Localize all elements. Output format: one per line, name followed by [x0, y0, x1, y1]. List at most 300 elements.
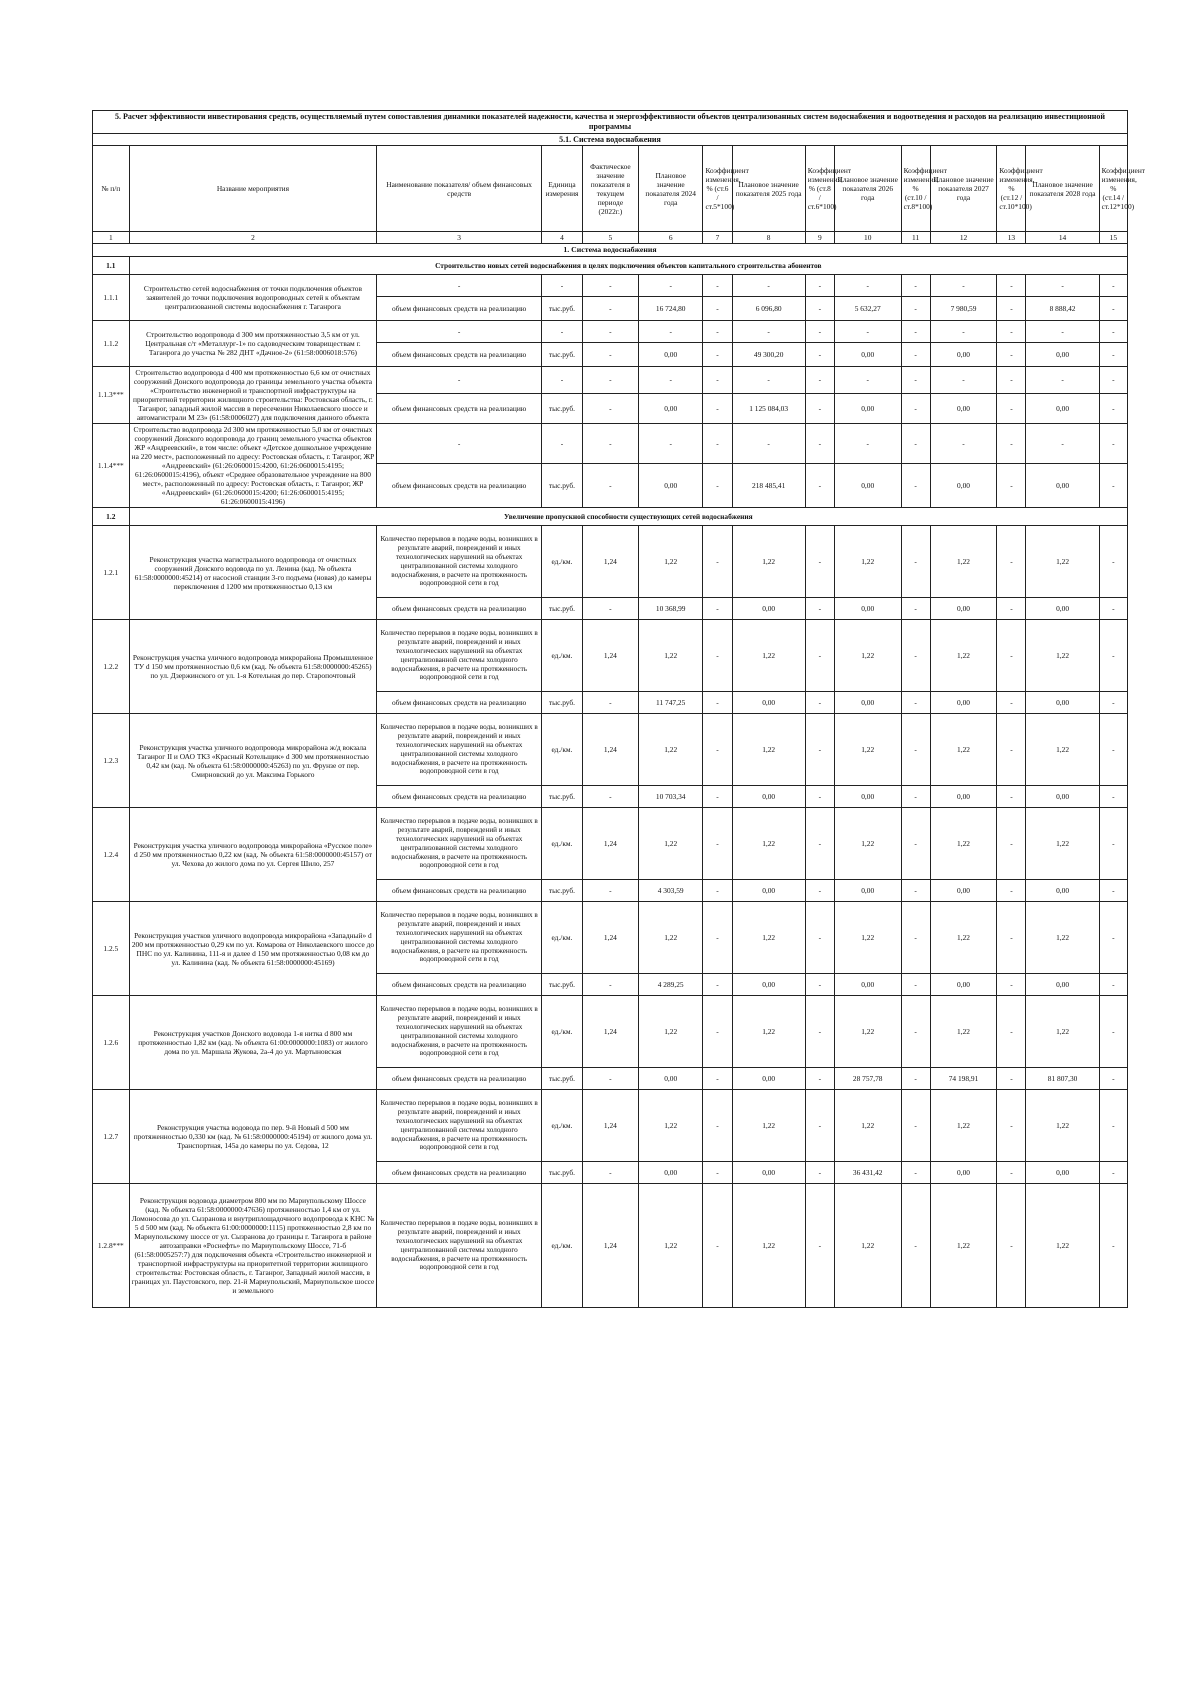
empty-cell-dash: -: [638, 320, 703, 342]
item-row: [93, 714, 1128, 786]
group-title: Строительство новых сетей водоснабжения в целях подключения объектов капитального строительства абонентов: [129, 256, 1127, 274]
indicator-plan-2028: 1,22: [1026, 1184, 1099, 1308]
empty-cell-dash: -: [1026, 423, 1099, 463]
fin-plan-2024: 4 303,59: [638, 880, 703, 902]
indicator-coef-9: -: [805, 996, 834, 1068]
fin-plan-2027: 0,00: [930, 464, 997, 508]
empty-cell-dash: -: [901, 320, 930, 342]
fin-plan-2025: 0,00: [732, 598, 805, 620]
document-title: 5. Расчет эффективности инвестирования средств, осуществляемый путем сопоставления динамики показателей надежности, качества и энергоэффективности объектов централизованных систем водоснабжения и водоотведения и расходов на реализацию инвестиционной программы: [93, 111, 1128, 134]
empty-cell-dash: -: [930, 320, 997, 342]
header-unit: Единица измерения: [542, 146, 583, 232]
empty-cell-dash: -: [542, 366, 583, 393]
investment-efficiency-table: [92, 110, 1146, 1308]
indicator-coef-11: -: [901, 902, 930, 974]
empty-cell-dash: -: [638, 423, 703, 463]
indicator-plan-2026: 1,22: [834, 526, 901, 598]
item-number: 1.2.1: [93, 526, 130, 620]
fin-plan-2026: 28 757,78: [834, 1068, 901, 1090]
fin-plan-2027: 0,00: [930, 598, 997, 620]
item-name: Реконструкция участков Донского водовода 1-я нитка d 800 мм протяженностью 1,82 км (кад. № объекта 61:00:0000000:1083) от жилого дома по ул. Маршала Жукова, 2а-4 до ул. Мартыновская: [129, 996, 377, 1090]
fin-coef-13: -: [997, 880, 1026, 902]
indicator-actual: 1,24: [582, 1090, 638, 1162]
indicator-coef-7: -: [703, 714, 732, 786]
indicator-plan-2028: 1,22: [1026, 620, 1099, 692]
empty-cell-dash: -: [930, 423, 997, 463]
fin-coef-11: -: [901, 974, 930, 996]
header-indicator: Наименование показателя/ объем финансовых средств: [377, 146, 542, 232]
fin-plan-2028: 0,00: [1026, 786, 1099, 808]
fin-unit: тыс.руб.: [542, 1162, 583, 1184]
item-row: [93, 366, 1128, 393]
fin-coef-9: -: [805, 296, 834, 320]
fin-plan-2026: 0,00: [834, 974, 901, 996]
fin-plan-2025: 0,00: [732, 880, 805, 902]
column-number: 15: [1099, 232, 1127, 244]
fin-coef-7: -: [703, 464, 732, 508]
indicator-unit: ед./км.: [542, 996, 583, 1068]
empty-cell-dash: -: [542, 320, 583, 342]
fin-plan-2025: 1 125 084,03: [732, 394, 805, 424]
fin-plan-2024: 10 703,34: [638, 786, 703, 808]
fin-label: объем финансовых средств на реализацию: [377, 598, 542, 620]
header-coef-15: Коэффициент изменения, % (ст.14 /ст.12*100): [1099, 146, 1127, 232]
fin-label: объем финансовых средств на реализацию: [377, 394, 542, 424]
indicator-plan-2024: 1,22: [638, 714, 703, 786]
fin-coef-9: -: [805, 692, 834, 714]
fin-coef-7: -: [703, 394, 732, 424]
fin-coef-7: -: [703, 880, 732, 902]
fin-actual-value: -: [582, 342, 638, 366]
fin-coef-9: -: [805, 394, 834, 424]
fin-plan-2028: 0,00: [1026, 598, 1099, 620]
fin-coef-15: -: [1099, 880, 1127, 902]
item-name: Реконструкция участка магистрального водопровода от очистных сооружений Донского водовода по ул. Ленина (кад. № объекта 61:58:0000000:45214) от насосной станции 3-го подъема (новая) до камеры переключения d 1200 мм протяженностью 0,13 км: [129, 526, 377, 620]
empty-cell-dash: -: [582, 423, 638, 463]
fin-plan-2024: 16 724,80: [638, 296, 703, 320]
indicator-coef-7: -: [703, 1090, 732, 1162]
fin-unit: тыс.руб.: [542, 1068, 583, 1090]
indicator-plan-2028: 1,22: [1026, 996, 1099, 1068]
indicator-coef-7: -: [703, 996, 732, 1068]
fin-coef-13: -: [997, 786, 1026, 808]
section-title: 1. Система водоснабжения: [93, 244, 1128, 257]
fin-plan-2026: 0,00: [834, 786, 901, 808]
fin-label: объем финансовых средств на реализацию: [377, 1068, 542, 1090]
indicator-plan-2028: 1,22: [1026, 902, 1099, 974]
fin-plan-2026: 0,00: [834, 342, 901, 366]
indicator-label: Количество перерывов в подаче воды, возникших в результате аварий, повреждений и иных технологических нарушений на объектах централизованной системы холодного водоснабжения, в расчете на протяженность водопроводной сети в год: [377, 1184, 542, 1308]
indicator-coef-13: -: [997, 620, 1026, 692]
item-row: [93, 526, 1128, 598]
item-number: 1.2.4: [93, 808, 130, 902]
empty-cell-dash: -: [997, 366, 1026, 393]
empty-cell-dash: -: [542, 274, 583, 296]
indicator-coef-7: -: [703, 620, 732, 692]
indicator-unit: ед./км.: [542, 808, 583, 880]
indicator-plan-2024: 1,22: [638, 620, 703, 692]
empty-cell-dash: -: [703, 320, 732, 342]
empty-cell-dash: -: [997, 320, 1026, 342]
fin-coef-7: -: [703, 692, 732, 714]
fin-unit: тыс.руб.: [542, 786, 583, 808]
empty-cell-dash: -: [930, 366, 997, 393]
fin-coef-15: -: [1099, 342, 1127, 366]
empty-cell-dash: -: [901, 274, 930, 296]
item-row: [93, 320, 1128, 342]
empty-cell-dash: -: [582, 320, 638, 342]
indicator-label: Количество перерывов в подаче воды, возникших в результате аварий, повреждений и иных технологических нарушений на объектах централизованной системы холодного водоснабжения, в расчете на протяженность водопроводной сети в год: [377, 902, 542, 974]
fin-label: объем финансовых средств на реализацию: [377, 786, 542, 808]
indicator-coef-13: -: [997, 1090, 1026, 1162]
fin-plan-2024: 4 289,25: [638, 974, 703, 996]
fin-coef-9: -: [805, 1162, 834, 1184]
column-number: 8: [732, 232, 805, 244]
fin-plan-2025: 0,00: [732, 786, 805, 808]
indicator-plan-2027: 1,22: [930, 620, 997, 692]
fin-plan-2027: 0,00: [930, 692, 997, 714]
column-number: 10: [834, 232, 901, 244]
indicator-plan-2027: 1,22: [930, 526, 997, 598]
fin-label: объем финансовых средств на реализацию: [377, 692, 542, 714]
item-name: Реконструкция участка уличного водопровода микрорайона ж/д вокзала Таганрог II и ОАО ТКЗ «Красный Котельщик» d 300 мм протяженностью 0,42 км (кад. № объекта 61:58:0000000:45263) по ул. Фрунзе от пер. Смирновский до ул. Максима Горького: [129, 714, 377, 808]
fin-actual-value: -: [582, 880, 638, 902]
empty-cell-dash: -: [732, 320, 805, 342]
empty-cell-dash: -: [582, 366, 638, 393]
item-name: Реконструкция участков уличного водопровода микрорайона «Западный» d 200 мм протяженностью 0,29 км по ул. Комарова от Николаевского шоссе до ПНС по ул. Калинина, 111-я и далее d 150 мм протяженностью 0,08 км до ул. Калинина (кад. № объекта 61:58:0000000:45169): [129, 902, 377, 996]
indicator-actual: 1,24: [582, 526, 638, 598]
indicator-unit: ед./км.: [542, 714, 583, 786]
fin-coef-13: -: [997, 342, 1026, 366]
fin-plan-2024: 11 747,25: [638, 692, 703, 714]
indicator-coef-15: -: [1099, 996, 1127, 1068]
fin-actual-value: -: [582, 974, 638, 996]
fin-coef-15: -: [1099, 394, 1127, 424]
indicator-coef-9: -: [805, 714, 834, 786]
fin-plan-2028: 81 807,30: [1026, 1068, 1099, 1090]
fin-label: объем финансовых средств на реализацию: [377, 1162, 542, 1184]
indicator-plan-2025: 1,22: [732, 1090, 805, 1162]
indicator-plan-2024: 1,22: [638, 808, 703, 880]
fin-coef-13: -: [997, 598, 1026, 620]
empty-cell-dash: -: [703, 423, 732, 463]
fin-coef-13: -: [997, 1162, 1026, 1184]
indicator-unit: ед./км.: [542, 1184, 583, 1308]
fin-coef-9: -: [805, 974, 834, 996]
indicator-plan-2026: 1,22: [834, 996, 901, 1068]
fin-coef-7: -: [703, 786, 732, 808]
group-number: 1.1: [93, 256, 130, 274]
fin-coef-11: -: [901, 1068, 930, 1090]
fin-actual-value: -: [582, 394, 638, 424]
indicator-actual: 1,24: [582, 996, 638, 1068]
empty-cell-dash: -: [997, 423, 1026, 463]
header-row: [93, 146, 1128, 232]
indicator-coef-13: -: [997, 526, 1026, 598]
indicator-plan-2025: 1,22: [732, 996, 805, 1068]
indicator-plan-2025: 1,22: [732, 1184, 805, 1308]
empty-cell-dash: -: [732, 274, 805, 296]
document-title-row: [93, 111, 1128, 134]
fin-coef-15: -: [1099, 1068, 1127, 1090]
indicator-coef-15: -: [1099, 902, 1127, 974]
column-number: 7: [703, 232, 732, 244]
column-number: 13: [997, 232, 1026, 244]
indicator-plan-2028: 1,22: [1026, 714, 1099, 786]
fin-plan-2026: 0,00: [834, 464, 901, 508]
empty-cell-dash: -: [638, 274, 703, 296]
fin-plan-2024: 10 368,99: [638, 598, 703, 620]
header-coef-9: Коэффициент изменения, % (ст.8 /ст.6*100): [805, 146, 834, 232]
indicator-plan-2024: 1,22: [638, 1090, 703, 1162]
fin-plan-2025: 0,00: [732, 1162, 805, 1184]
fin-plan-2028: 8 888,42: [1026, 296, 1099, 320]
fin-coef-9: -: [805, 880, 834, 902]
column-number: 4: [542, 232, 583, 244]
empty-cell-dash: -: [732, 366, 805, 393]
fin-plan-2027: 0,00: [930, 786, 997, 808]
fin-plan-2027: 0,00: [930, 1162, 997, 1184]
header-coef-11: Коэффициент изменения, % (ст.10 /ст.8*100): [901, 146, 930, 232]
fin-coef-9: -: [805, 464, 834, 508]
empty-cell-dash: -: [1099, 274, 1127, 296]
empty-cell-dash: -: [732, 423, 805, 463]
item-name: Строительство сетей водоснабжения от точки подключения объектов заявителей до точки подключения водопроводных сетей к объектам централизованной системы водоснабжения г. Таганрога: [129, 274, 377, 320]
indicator-label: Количество перерывов в подаче воды, возникших в результате аварий, повреждений и иных технологических нарушений на объектах централизованной системы холодного водоснабжения, в расчете на протяженность водопроводной сети в год: [377, 1090, 542, 1162]
empty-cell-dash: -: [377, 366, 542, 393]
empty-cell-dash: -: [1026, 274, 1099, 296]
fin-coef-15: -: [1099, 598, 1127, 620]
indicator-coef-9: -: [805, 808, 834, 880]
item-name: Реконструкция участка уличного водопровода микрорайона Промышленное ТУ d 150 мм протяженностью 0,6 км (кад. № объекта 61:58:0000000:45265) по ул. Дзержинского от ул. 1-я Котельная до пер. Старопочтовый: [129, 620, 377, 714]
fin-actual-value: -: [582, 464, 638, 508]
fin-plan-2024: 0,00: [638, 394, 703, 424]
fin-coef-13: -: [997, 296, 1026, 320]
indicator-coef-13: -: [997, 996, 1026, 1068]
fin-actual-value: -: [582, 1162, 638, 1184]
empty-cell-dash: -: [834, 366, 901, 393]
item-number: 1.2.5: [93, 902, 130, 996]
fin-coef-7: -: [703, 296, 732, 320]
indicator-coef-11: -: [901, 996, 930, 1068]
fin-plan-2024: 0,00: [638, 1068, 703, 1090]
fin-coef-15: -: [1099, 1162, 1127, 1184]
empty-cell-dash: -: [377, 423, 542, 463]
fin-coef-11: -: [901, 692, 930, 714]
item-name: Реконструкция участка водовода по пер. 9-й Новый d 500 мм протяженностью 0,330 км (кад. № 61:58:0000000:45194) от жилого дома ул. Транспортная, 145а до камеры по ул. Седова, 12: [129, 1090, 377, 1184]
fin-plan-2028: 0,00: [1026, 342, 1099, 366]
indicator-plan-2027: 1,22: [930, 1184, 997, 1308]
indicator-plan-2025: 1,22: [732, 902, 805, 974]
empty-cell-dash: -: [997, 274, 1026, 296]
item-name: Строительство водопровода 2d 300 мм протяженностью 5,0 км от очистных сооружений Донского водопровода до границ земельного участка объектов ЖР «Андреевский», в том числе: объект «Детское дошкольное учреждение на 220 мест», расположенный по адресу: Ростовская область, г. Таганрог, ЖР «Андреевский» (61:26:0600015:4200, 61:26:0600015:4195; 61:26:0600015:4196), объект «Среднее образовательное учреждение на 800 мест», расположенный по адресу: Ростовская область, г. Таганрог, ЖР «Андреевский» (61:26:0600015:4200; 61:26:0600015:4195; 61:26:0600015:4196): [129, 423, 377, 507]
indicator-plan-2026: 1,22: [834, 714, 901, 786]
fin-unit: тыс.руб.: [542, 974, 583, 996]
fin-coef-9: -: [805, 1068, 834, 1090]
fin-coef-15: -: [1099, 786, 1127, 808]
fin-label: объем финансовых средств на реализацию: [377, 880, 542, 902]
indicator-coef-15: -: [1099, 1090, 1127, 1162]
fin-coef-11: -: [901, 296, 930, 320]
indicator-label: Количество перерывов в подаче воды, возникших в результате аварий, повреждений и иных технологических нарушений на объектах централизованной системы холодного водоснабжения, в расчете на протяженность водопроводной сети в год: [377, 996, 542, 1068]
indicator-actual: 1,24: [582, 1184, 638, 1308]
header-plan-2028: Плановое значение показателя 2028 года: [1026, 146, 1099, 232]
indicator-plan-2025: 1,22: [732, 620, 805, 692]
fin-plan-2026: 5 632,27: [834, 296, 901, 320]
indicator-coef-9: -: [805, 620, 834, 692]
column-number: 2: [129, 232, 377, 244]
fin-actual-value: -: [582, 296, 638, 320]
fin-plan-2028: 0,00: [1026, 880, 1099, 902]
indicator-coef-15: -: [1099, 808, 1127, 880]
header-actual: Фактическое значение показателя в текущем периоде (2022г.): [582, 146, 638, 232]
item-row: [93, 620, 1128, 692]
fin-label: объем финансовых средств на реализацию: [377, 464, 542, 508]
indicator-coef-11: -: [901, 1090, 930, 1162]
fin-unit: тыс.руб.: [542, 692, 583, 714]
fin-plan-2028: 0,00: [1026, 692, 1099, 714]
indicator-label: Количество перерывов в подаче воды, возникших в результате аварий, повреждений и иных технологических нарушений на объектах централизованной системы холодного водоснабжения, в расчете на протяженность водопроводной сети в год: [377, 808, 542, 880]
group-row: [93, 508, 1128, 526]
fin-coef-9: -: [805, 598, 834, 620]
fin-coef-7: -: [703, 1068, 732, 1090]
item-name: Строительство водопровода d 400 мм протяженностью 6,6 км от очистных сооружений Донского водопровода до границы земельного участка объекта «Строительство инженерной и транспортной инфраструктуры на приоритетной территории жилищного строительства: Ростовская область, г. Таганрог, западный жилой массив в пересечении Николаевского шоссе и автомагистрали М 23» (61:58:0006027) для подключения данного объекта: [129, 366, 377, 423]
indicator-label: Количество перерывов в подаче воды, возникших в результате аварий, повреждений и иных технологических нарушений на объектах централизованной системы холодного водоснабжения, в расчете на протяженность водопроводной сети в год: [377, 714, 542, 786]
section-row: [93, 244, 1128, 257]
fin-coef-11: -: [901, 598, 930, 620]
column-number: 1: [93, 232, 130, 244]
empty-cell-dash: -: [901, 366, 930, 393]
indicator-unit: ед./км.: [542, 526, 583, 598]
fin-coef-7: -: [703, 1162, 732, 1184]
fin-plan-2026: 0,00: [834, 880, 901, 902]
item-row: [93, 423, 1128, 463]
item-row: [93, 902, 1128, 974]
fin-plan-2027: 74 198,91: [930, 1068, 997, 1090]
column-number: 11: [901, 232, 930, 244]
fin-plan-2026: 0,00: [834, 598, 901, 620]
fin-coef-9: -: [805, 786, 834, 808]
fin-actual-value: -: [582, 1068, 638, 1090]
fin-coef-13: -: [997, 394, 1026, 424]
indicator-coef-13: -: [997, 808, 1026, 880]
fin-coef-15: -: [1099, 974, 1127, 996]
indicator-coef-13: -: [997, 1184, 1026, 1308]
item-number: 1.1.4***: [93, 423, 130, 507]
empty-cell-dash: -: [834, 423, 901, 463]
fin-label: объем финансовых средств на реализацию: [377, 974, 542, 996]
item-number: 1.2.2: [93, 620, 130, 714]
item-number: 1.2.3: [93, 714, 130, 808]
indicator-coef-9: -: [805, 526, 834, 598]
indicator-unit: ед./км.: [542, 902, 583, 974]
fin-plan-2025: 0,00: [732, 1068, 805, 1090]
fin-plan-2028: 0,00: [1026, 464, 1099, 508]
empty-cell-dash: -: [1099, 320, 1127, 342]
indicator-coef-11: -: [901, 714, 930, 786]
indicator-plan-2027: 1,22: [930, 1090, 997, 1162]
fin-plan-2028: 0,00: [1026, 974, 1099, 996]
fin-coef-9: -: [805, 342, 834, 366]
fin-plan-2025: 218 485,41: [732, 464, 805, 508]
item-number: 1.1.2: [93, 320, 130, 366]
indicator-coef-11: -: [901, 526, 930, 598]
item-name: Реконструкция водовода диаметром 800 мм по Мариупольскому Шоссе (кад. № объекта 61:58:0000000:47636) протяженностью 1,4 км от ул. Ломоносова до ул. Сызранова и внутриплощадочного водопровода к КНС № 5 d 500 мм (кад. № объекта 61:00:0000000:1115) протяженностью 2,8 км по Мариупольскому шоссе от ул. Сызранова до границы г. Таганрога в районе автозаправки «Роснефть» по Мариупольскому Шоссе, 71-б (61:58:0005257:7) для подключения объекта «Строительство инженерной и транспортной инфраструктуры на приоритетной территории жилищного строительства: Ростовская область, г. Таганрог, Западный жилой массив, в границах ул. Паустовского, пер. 21-й Мариупольский, Мариупольское шоссе и земельного: [129, 1184, 377, 1308]
item-number: 1.1.1: [93, 274, 130, 320]
indicator-actual: 1,24: [582, 902, 638, 974]
indicator-plan-2026: 1,22: [834, 1184, 901, 1308]
group-row: [93, 256, 1128, 274]
fin-coef-7: -: [703, 974, 732, 996]
fin-actual-value: -: [582, 598, 638, 620]
fin-coef-11: -: [901, 394, 930, 424]
empty-cell-dash: -: [377, 274, 542, 296]
empty-cell-dash: -: [805, 423, 834, 463]
item-number: 1.2.7: [93, 1090, 130, 1184]
header-plan-2024: Плановое значение показателя 2024 года: [638, 146, 703, 232]
fin-plan-2027: 0,00: [930, 880, 997, 902]
item-number: 1.2.8***: [93, 1184, 130, 1308]
fin-label: объем финансовых средств на реализацию: [377, 342, 542, 366]
item-name: Реконструкция участка уличного водопровода микрорайона «Русское поле» d 250 мм протяженностью 0,22 км (кад. № объекта 61:58:0000000:45157) от ул. Чехова до жилого дома по ул. Сергея Шило, 257: [129, 808, 377, 902]
indicator-coef-9: -: [805, 1184, 834, 1308]
indicator-coef-7: -: [703, 526, 732, 598]
empty-cell-dash: -: [377, 320, 542, 342]
indicator-label: Количество перерывов в подаче воды, возникших в результате аварий, повреждений и иных технологических нарушений на объектах централизованной системы холодного водоснабжения, в расчете на протяженность водопроводной сети в год: [377, 620, 542, 692]
fin-coef-13: -: [997, 1068, 1026, 1090]
indicator-plan-2027: 1,22: [930, 902, 997, 974]
fin-unit: тыс.руб.: [542, 880, 583, 902]
indicator-actual: 1,24: [582, 620, 638, 692]
fin-plan-2026: 0,00: [834, 692, 901, 714]
indicator-coef-15: -: [1099, 526, 1127, 598]
fin-coef-15: -: [1099, 692, 1127, 714]
fin-coef-11: -: [901, 464, 930, 508]
item-number: 1.1.3***: [93, 366, 130, 423]
indicator-plan-2024: 1,22: [638, 526, 703, 598]
item-row: [93, 808, 1128, 880]
indicator-unit: ед./км.: [542, 620, 583, 692]
indicator-plan-2024: 1,22: [638, 902, 703, 974]
fin-plan-2025: 0,00: [732, 692, 805, 714]
fin-plan-2025: 6 096,80: [732, 296, 805, 320]
indicator-coef-13: -: [997, 714, 1026, 786]
empty-cell-dash: -: [638, 366, 703, 393]
fin-plan-2025: 0,00: [732, 974, 805, 996]
fin-plan-2027: 0,00: [930, 342, 997, 366]
indicator-plan-2027: 1,22: [930, 996, 997, 1068]
indicator-actual: 1,24: [582, 808, 638, 880]
indicator-label: Количество перерывов в подаче воды, возникших в результате аварий, повреждений и иных технологических нарушений на объектах централизованной системы холодного водоснабжения, в расчете на протяженность водопроводной сети в год: [377, 526, 542, 598]
document-subtitle: 5.1. Система водоснабжения: [93, 133, 1128, 146]
item-row: [93, 274, 1128, 296]
fin-unit: тыс.руб.: [542, 296, 583, 320]
fin-plan-2024: 0,00: [638, 342, 703, 366]
fin-plan-2028: 0,00: [1026, 394, 1099, 424]
fin-actual-value: -: [582, 786, 638, 808]
empty-cell-dash: -: [805, 274, 834, 296]
fin-plan-2027: 7 980,59: [930, 296, 997, 320]
fin-label: объем финансовых средств на реализацию: [377, 296, 542, 320]
indicator-plan-2028: 1,22: [1026, 526, 1099, 598]
empty-cell-dash: -: [901, 423, 930, 463]
fin-coef-11: -: [901, 1162, 930, 1184]
fin-plan-2024: 0,00: [638, 464, 703, 508]
empty-cell-dash: -: [834, 274, 901, 296]
indicator-plan-2024: 1,22: [638, 1184, 703, 1308]
fin-plan-2028: 0,00: [1026, 1162, 1099, 1184]
fin-plan-2024: 0,00: [638, 1162, 703, 1184]
